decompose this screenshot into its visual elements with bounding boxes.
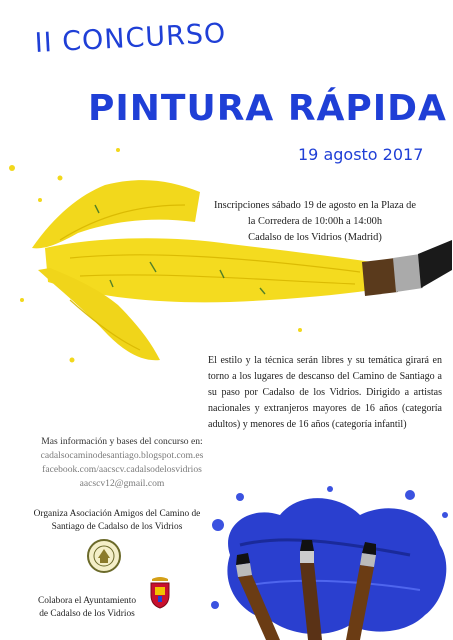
contest-date: 19 agosto 2017 [298, 145, 424, 164]
contest-main-title: PINTURA RÁPIDA [88, 88, 447, 129]
facebook-link[interactable]: facebook.com/aacscv.cadalsodelosvidrios [42, 464, 202, 475]
registration-info [190, 198, 440, 246]
registration-line: Inscripciones sábado 19 de agosto en la Plaza de [214, 200, 416, 211]
paintbrush-icon [362, 240, 452, 296]
registration-line: la Corredera de 10:00h a 14:00h [247, 216, 383, 227]
email-link[interactable]: aacscv12@gmail.com [79, 478, 165, 489]
blog-link[interactable]: cadalsocaminodesantiago.blogspot.com.es [40, 450, 204, 461]
organizer-line: Santiago de Cadalso de los Vidrios [51, 522, 183, 532]
contest-description: El estilo y la técnica serán libres y su temática girará en torno a los lugares de descanso del Camino de Santiago a su paso por Cadalso de los Vidrios. Dirigido a artistas nacionales y extranjeros mayores de 16 años (categoría adultos) y menores de 16 años (categoría infantil) [208, 355, 442, 430]
contest-edition-title: II CONCURSO [34, 17, 227, 59]
organizer-block [12, 508, 222, 534]
more-info-block [22, 435, 222, 491]
collaborator-line: Colabora el Ayuntamiento [37, 596, 137, 606]
organizer-line: Organiza Asociación Amigos del Camino de [33, 509, 201, 519]
registration-line: Cadalso de los Vidrios (Madrid) [248, 232, 382, 243]
association-seal-icon [86, 538, 122, 574]
collaborator-line: de Cadalso de los Vidrios [39, 609, 135, 619]
blue-paint-splash-icon [210, 485, 453, 640]
more-info-heading: Mas información y bases del concurso en: [41, 436, 203, 447]
collaborator-block [22, 595, 152, 621]
town-crest-icon [148, 575, 172, 609]
